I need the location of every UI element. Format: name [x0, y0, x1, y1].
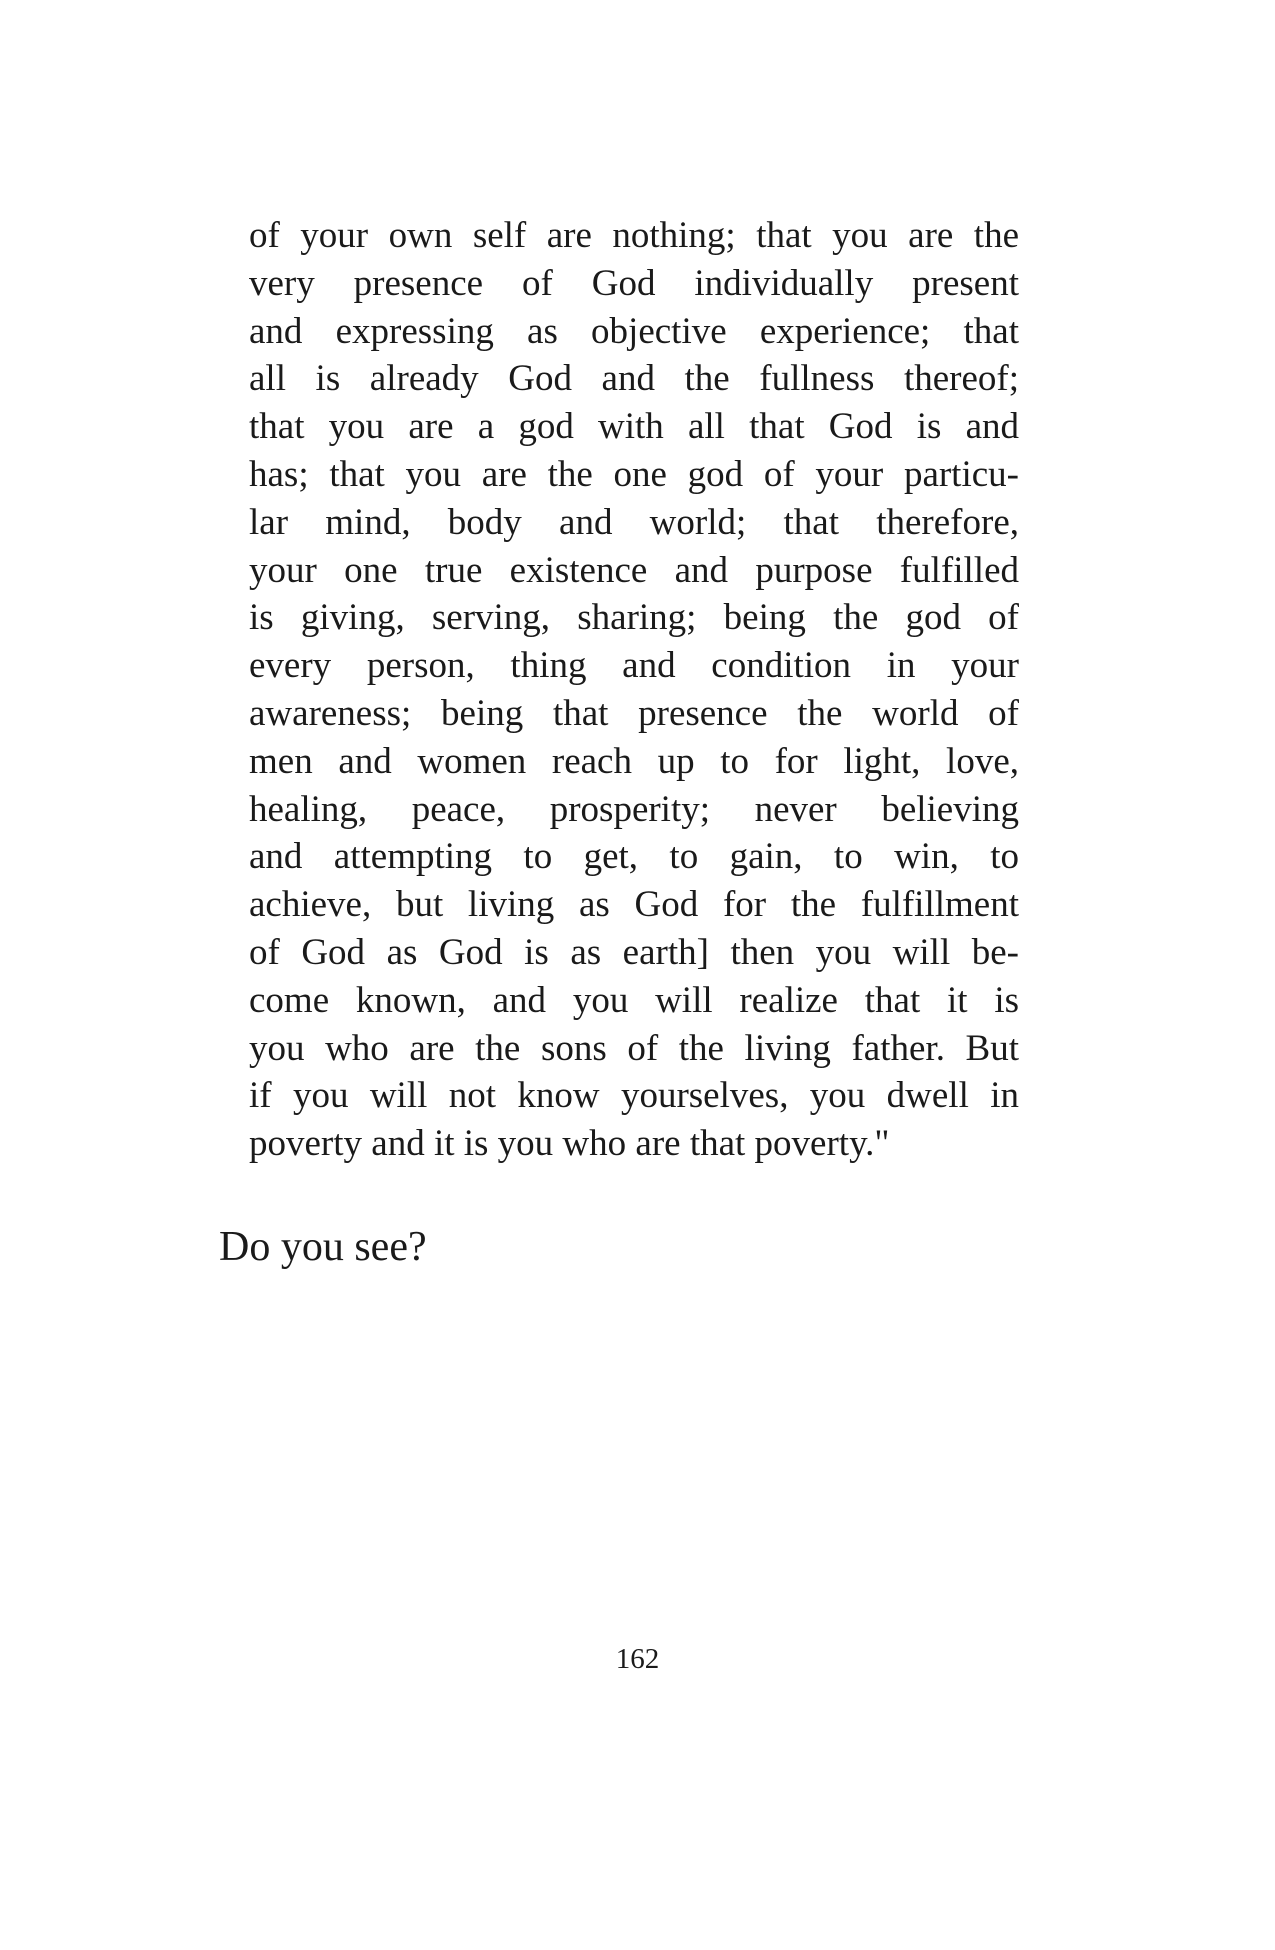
text-line: of God as God is as earth] then you will be-: [249, 931, 1019, 973]
page-number: 162: [615, 1643, 660, 1675]
text-line: you who are the sons of the living father. But: [249, 1027, 1019, 1069]
text-line: every person, thing and condition in your: [249, 645, 1019, 687]
text-line: has; that you are the one god of your particu-: [249, 453, 1019, 495]
text-line: and expressing as objective experience; that: [249, 310, 1019, 352]
text-line: that you are a god with all that God is and: [249, 406, 1019, 448]
text-line: very presence of God individually present: [249, 262, 1019, 304]
text-line: of your own self are nothing; that you are the: [249, 215, 1019, 256]
text-line: if you will not know yourselves, you dwell in: [249, 1075, 1019, 1117]
text-line: come known, and you will realize that it is: [249, 979, 1019, 1021]
text-line: men and women reach up to for light, love,: [249, 740, 1019, 782]
text-line: achieve, but living as God for the fulfillment: [249, 884, 1019, 926]
text-line: awareness; being that presence the world of: [249, 692, 1019, 734]
quoted-paragraph: [249, 212, 1019, 1168]
text-line: all is already God and the fullness thereof;: [249, 358, 1019, 400]
text-line: poverty and it is you who are that poverty.": [249, 1123, 890, 1165]
text-line: and attempting to get, to gain, to win, to: [249, 836, 1019, 878]
question-line: Do you see?: [219, 1224, 427, 1270]
text-line: healing, peace, prosperity; never believing: [249, 788, 1019, 830]
text-line: lar mind, body and world; that therefore,: [249, 501, 1019, 543]
text-line: your one true existence and purpose fulfilled: [249, 549, 1019, 591]
text-line: is giving, serving, sharing; being the god of: [249, 597, 1019, 639]
